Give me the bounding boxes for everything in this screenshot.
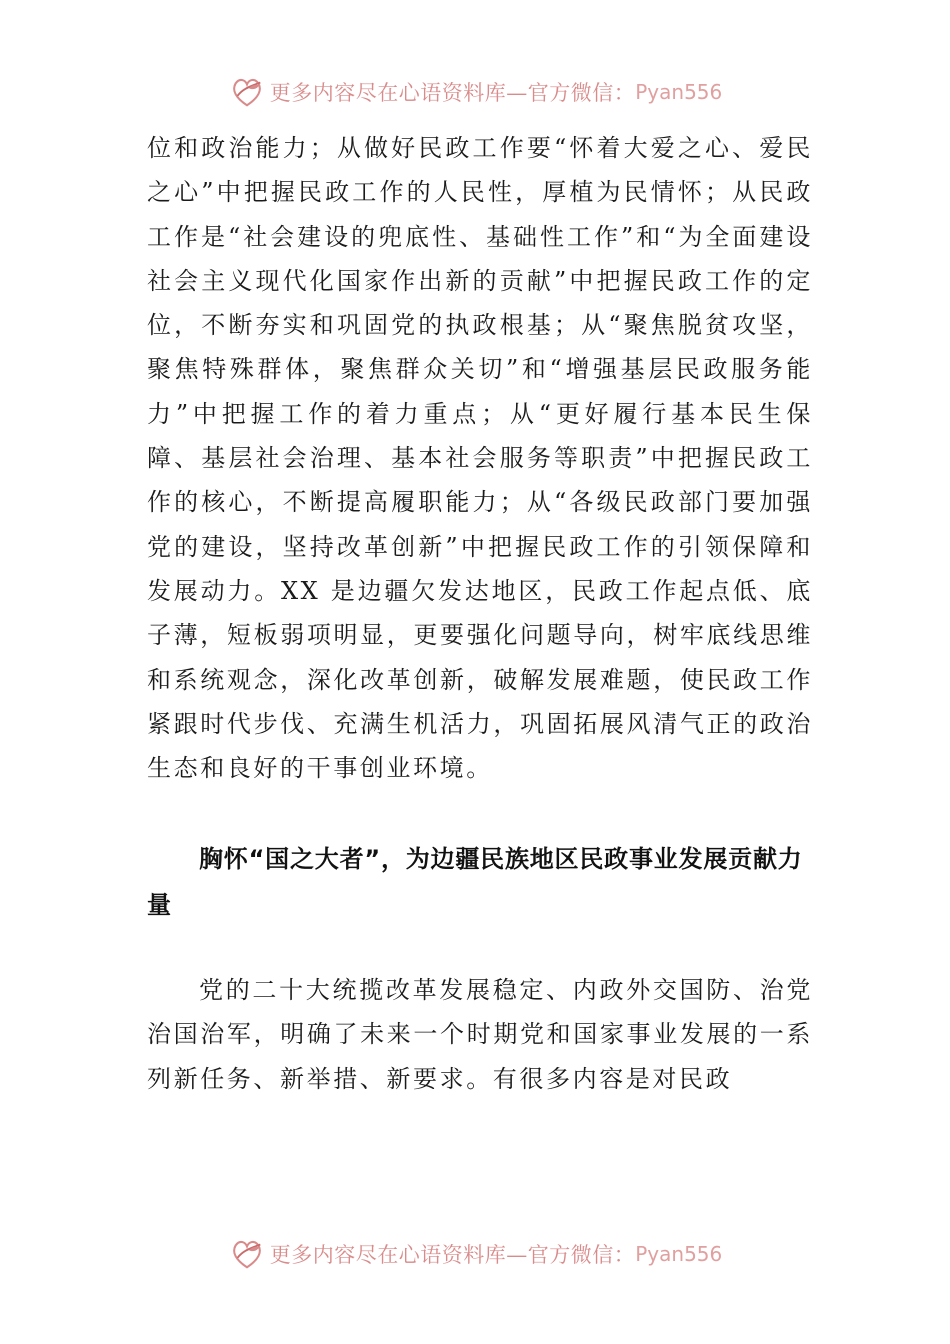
heart-leaf-logo-icon <box>228 1235 266 1273</box>
heart-leaf-logo-icon <box>228 73 266 111</box>
paragraph: 党的二十大统揽改革发展稳定、内政外交国防、治党治国治军，明确了未来一个时期党和国家事业发展的一系列新任务、新举措、新要求。有很多内容是对民政 <box>147 976 813 1093</box>
footer-watermark <box>0 1232 950 1276</box>
section-heading: 胸怀“国之大者”，为边疆民族地区民政事业发展贡献力量 <box>147 845 803 919</box>
watermark-text: 更多内容尽在心语资料库—官方微信： <box>269 81 636 105</box>
document-body <box>147 126 813 790</box>
watermark-wechat-id: Pyan556 <box>635 80 723 104</box>
paragraph: 位和政治能力；从做好民政工作要“怀着大爱之心、爱民之心”中把握民政工作的人民性，厚植为民情怀；从民政工作是“社会建设的兜底性、基础性工作”和“为全面建设社会主义现代化国家作出新的贡献”中把握民政工作的定位，不断夯实和巩固党的执政根基；从“聚焦脱贫攻坚，聚焦特殊群体，聚焦群众关切”和“增强基层民政服务能力”中把握工作的着力重点；从“更好履行基本民生保障、基层社会治理、基本社会服务等职责”中把握民政工作的核心，不断提高履职能力；从“各级民政部门要加强党的建设，坚持改革创新”中把握民政工作的引领保障和发展动力。XX 是边疆欠发达地区，民政工作起点低、底子薄，短板弱项明显，更要强化问题导向，树牢底线思维和系统观念，深化改革创新，破解发展难题，使民政工作紧跟时代步伐、充满生机活力，巩固拓展风清气正的政治生态和良好的干事创业环境。 <box>147 134 813 783</box>
header-watermark <box>0 70 950 114</box>
watermark-wechat-id: Pyan556 <box>635 1242 723 1266</box>
watermark-text: 更多内容尽在心语资料库—官方微信： <box>269 1243 636 1267</box>
